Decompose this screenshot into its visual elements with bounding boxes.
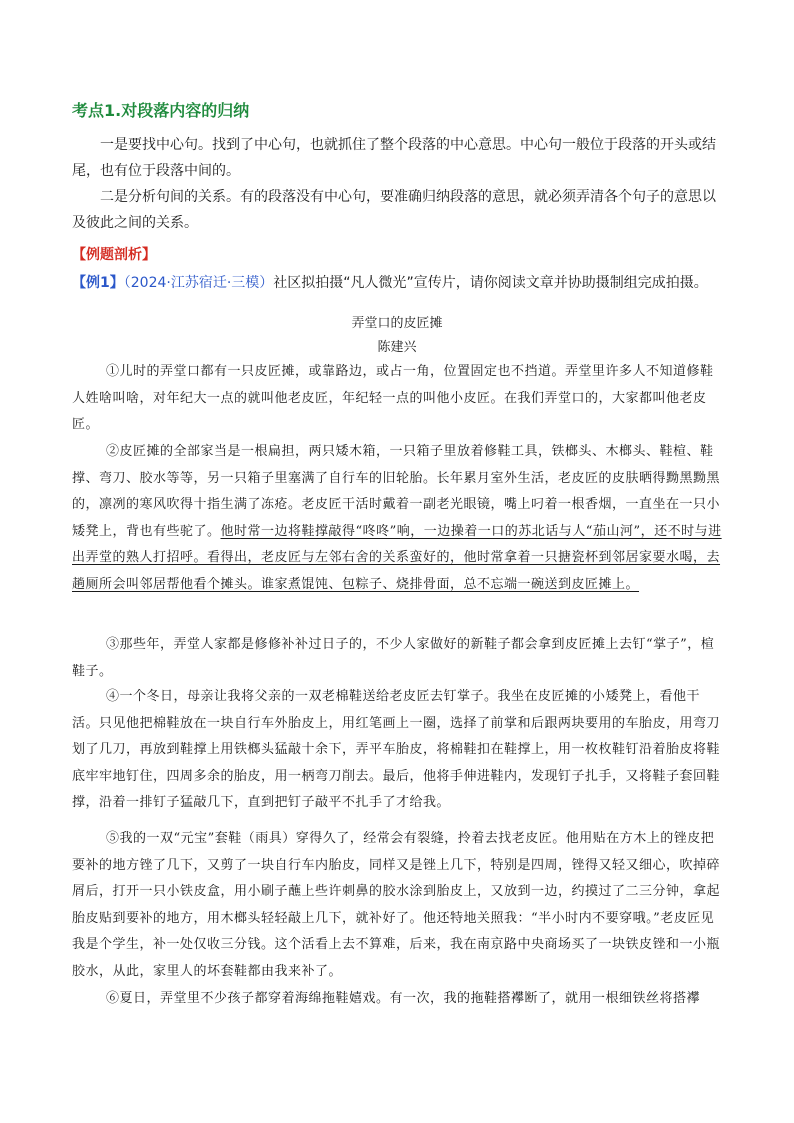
method-paragraph-2: 二是分析句间的关系。有的段落没有中心句，要准确归纳段落的意思，就必须弄清各个句子的意思以及彼此之间的关系。 — [72, 189, 716, 231]
article-title: 弄堂口的皮匠摊 — [351, 316, 443, 331]
article-paragraph-2 — [72, 439, 724, 598]
method-paragraph-1: 一是要找中心句。找到了中心句，也就抓住了整个段落的中心意思。中心句一般位于段落的开头或结尾，也有位于段落中间的。 — [72, 137, 716, 179]
article-paragraph-5: ⑤我的一双“元宝”套鞋（雨具）穿得久了，经常会有裂缝，拎着去找老皮匠。他用贴在方木上的锉皮把要补的地方锉了几下，又剪了一块自行车内胎皮，同样又是锉上几下，特别是四周，锉得又轻又细心，吹掉碎屑后，打开一只小铁皮盒，用小刷子蘸上些许刺鼻的胶水涂到胎皮上，又放到一边，约摸过了二三分钟，拿起胎皮贴到要补的地方，用木榔头轻轻敲上几下，就补好了。他还特地关照我：“半小时内不要穿哦。”老皮匠见我是个学生，补一处仅收三分钱。这个活看上去不算难，后来，我在南京路中央商场买了一块铁皮锉和一小瓶胶水，从此，家里人的坏套鞋都由我来补了。 — [72, 831, 721, 979]
example-analysis-label: 【例题剖析】 — [72, 247, 156, 263]
underlined-sentence-1: 他时常一边将鞋撑敲得“咚咚”响，一边操着一口的苏北话与人“茄山河”，还不时与进出弄堂的熟人打招呼。看得出，老皮匠与左邻右舍的关系蛮好的， — [72, 523, 722, 565]
paragraph-2-text: ②皮匠摊的全部家当是一根扁担，两只矮木箱，一只箱子里放着修鞋工具，铁榔头、木榔头、鞋楦、鞋撑、弯刀、胶水等等，另一只箱子里塞满了自行车的旧轮胎。长年累月室外生活，老皮匠的皮肤晒得黝黑黝黑的，凛冽的寒风吹得十指生满了冻疮。老皮匠干活时戴着一副老光眼镜，嘴上叼着一根香烟，一直坐在一只小矮凳上，背也有些驼了。 — [72, 444, 721, 539]
article-paragraph-1: ①儿时的弄堂口都有一只皮匠摊，或靠路边，或占一角，位置固定也不挡道。弄堂里许多人不知道修鞋人姓啥叫啥，对年纪大一点的就叫他老皮匠，年纪轻一点的叫他小皮匠。在我们弄堂口的，大家都叫他老皮匠。 — [72, 364, 714, 432]
article-paragraph-4: ④一个冬日，母亲让我将父亲的一双老棉鞋送给老皮匠去钉掌子。我坐在皮匠摊的小矮凳上，看他干活。只见他把棉鞋放在一块自行车外胎皮上，用红笔画上一圈，选择了前掌和后跟两块要用的车胎皮，用弯刀划了几刀，再放到鞋撑上用铁榔头猛敲十余下，弄平车胎皮，将棉鞋扣在鞋撑上，用一枚枚鞋钉沿着胎皮将鞋底牢牢地钉住，四周多余的胎皮，用一柄弯刀削去。最后，他将手伸进鞋内，发现钉子扎手，又将鞋子套回鞋撑，沿着一排钉子猛敲几下，直到把钉子敲平不扎手了才给我。 — [72, 689, 721, 810]
underlined-sentence-2: 他时常拿着一只搪瓷杯到邻居家要水喝，去趟厕所会叫邻居帮他看个摊头。谁家煮馄饨、包粽子、烧排骨面，总不忘端一碗送到皮匠摊上。 — [72, 550, 721, 592]
article-paragraph-3: ③那些年，弄堂人家都是修修补补过日子的，不少人家做好的新鞋子都会拿到皮匠摊上去钉“掌子”，楦鞋子。 — [72, 637, 715, 679]
article-author: 陈建兴 — [377, 340, 417, 355]
section-heading: 考点1.对段落内容的归纳 — [72, 101, 250, 120]
example-source: （2024·江苏宿迁·三模） — [123, 275, 274, 291]
example-intro — [72, 272, 732, 292]
example-text: 社区拟拍摄“凡人微光”宣传片，请你阅读文章并协助摄制组完成拍摄。 — [273, 275, 708, 291]
article-paragraph-6: ⑥夏日，弄堂里不少孩子都穿着海绵拖鞋嬉戏。有一次，我的拖鞋搭襻断了，就用一根细铁丝将搭襻 — [106, 991, 701, 1006]
example-tag: 【例1】 — [72, 275, 124, 291]
